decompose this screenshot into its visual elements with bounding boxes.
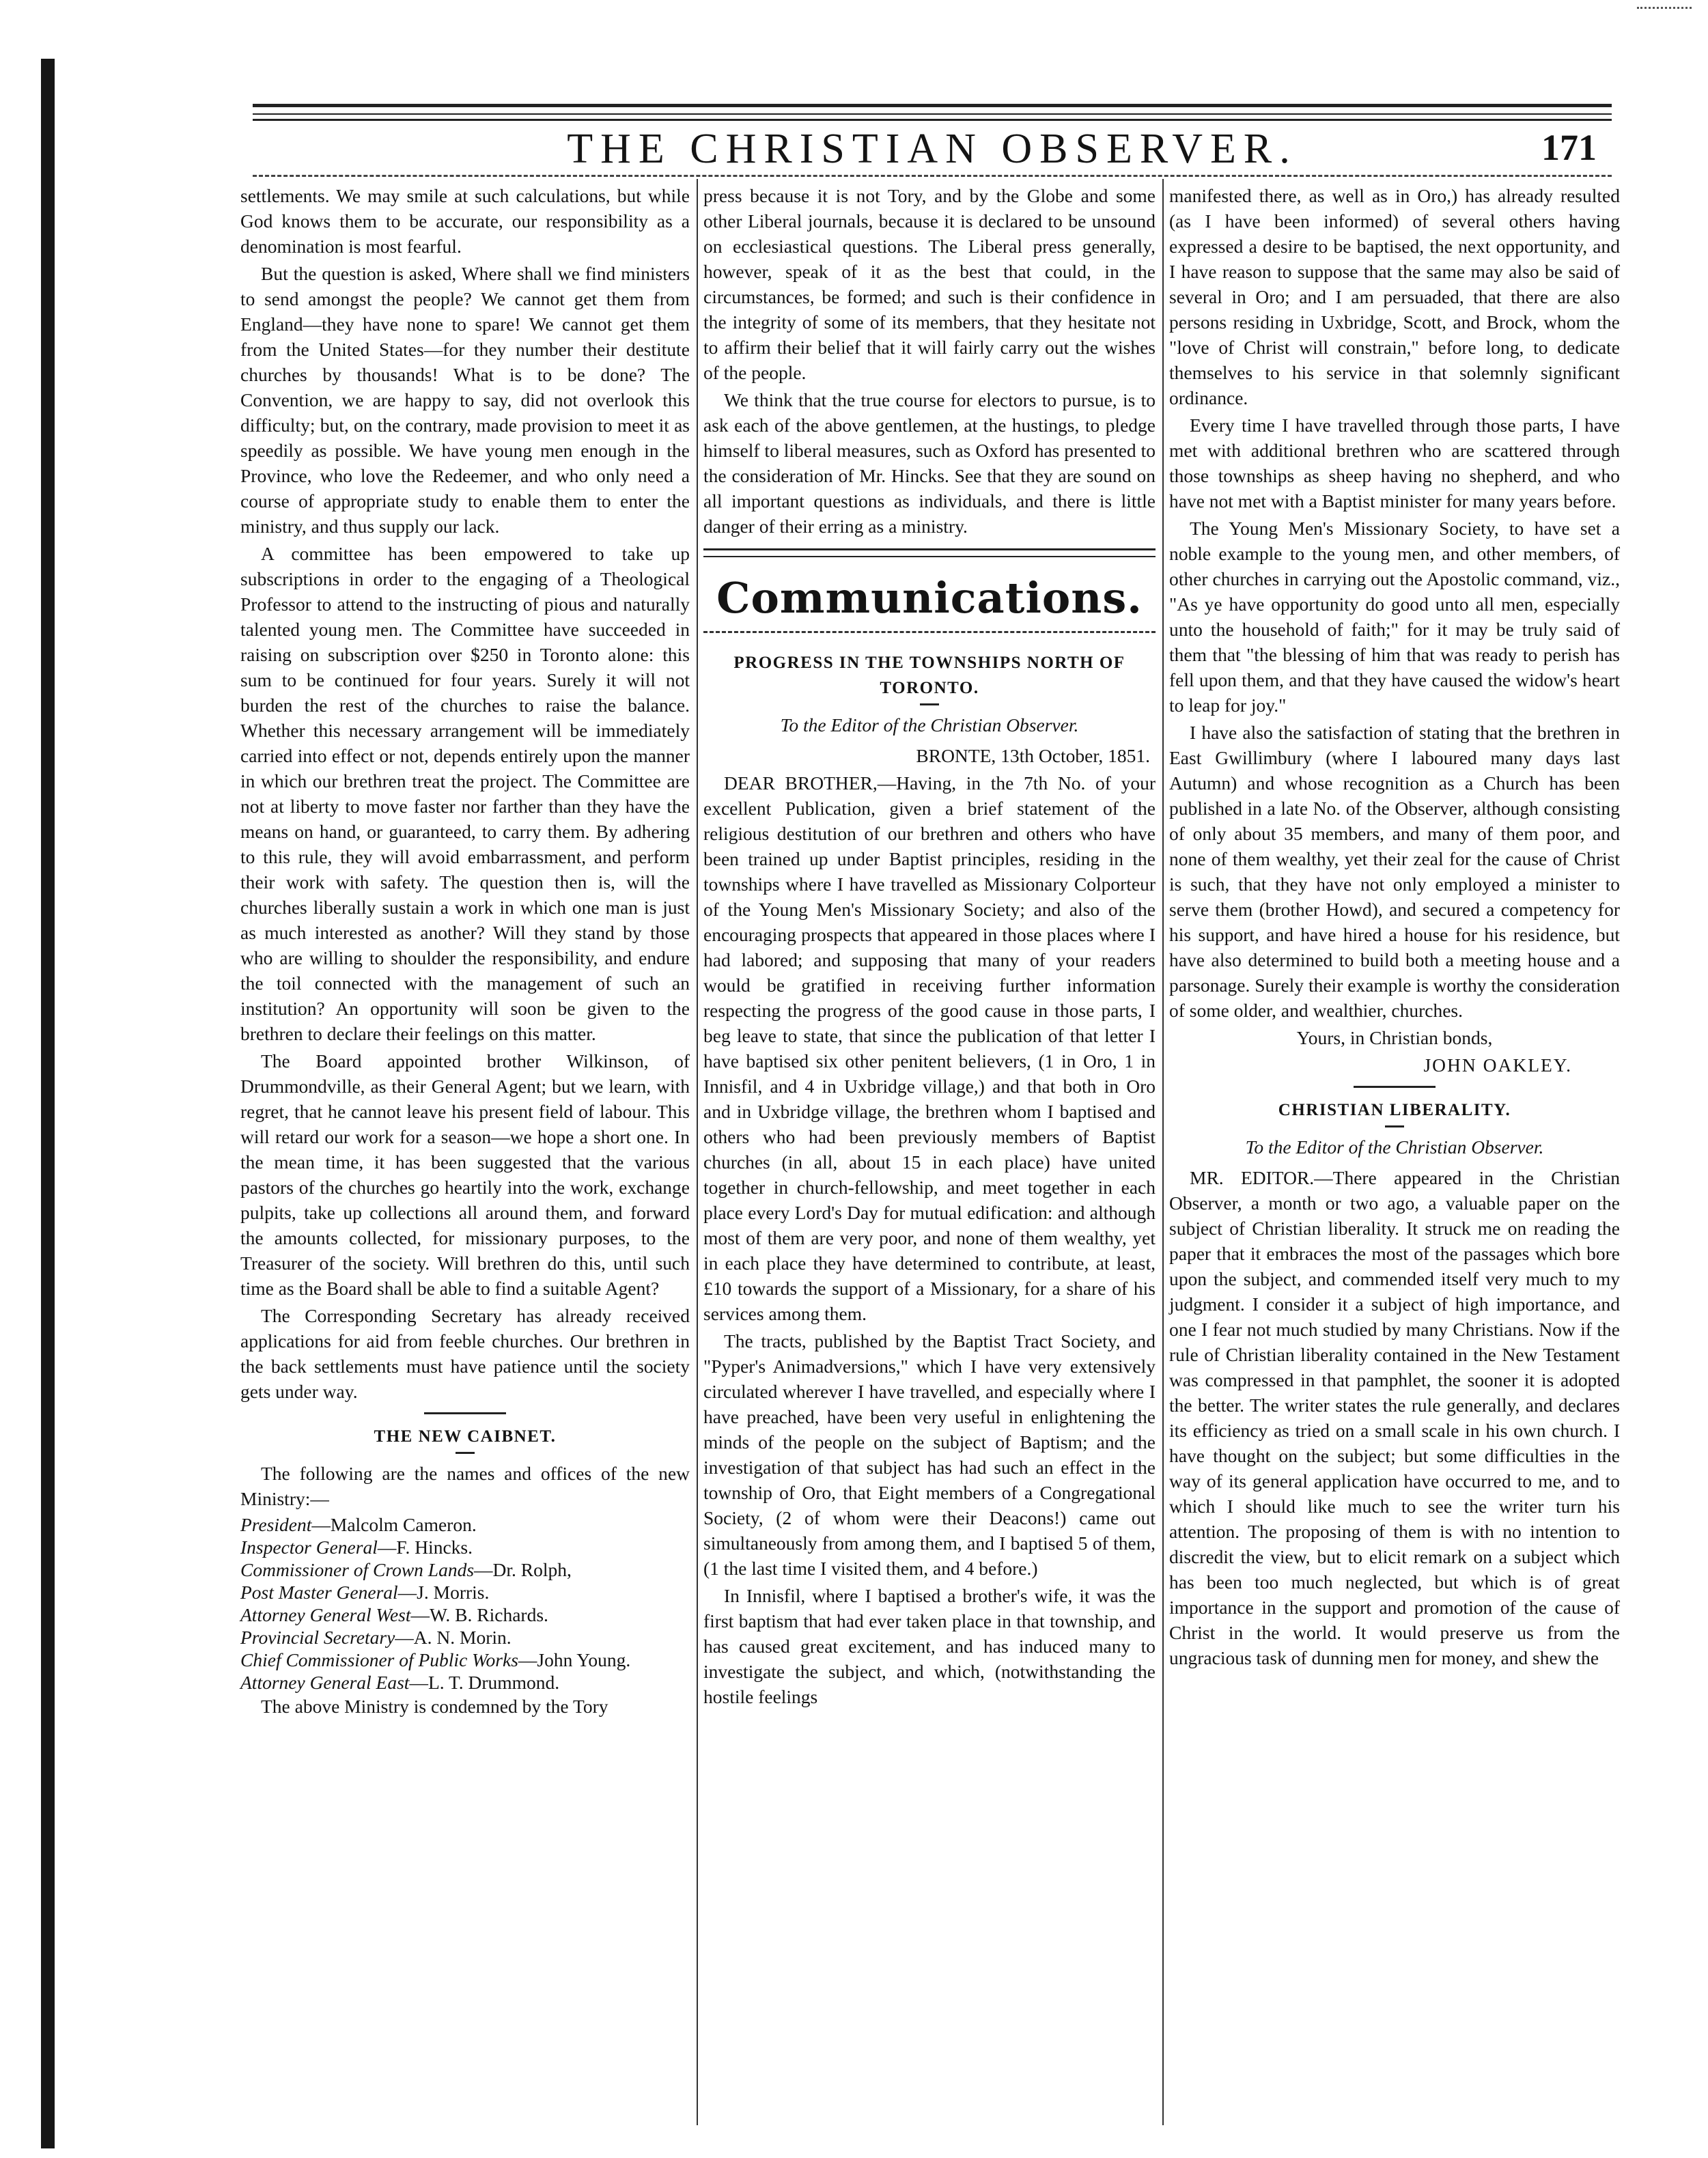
progress-heading: PROGRESS IN THE TOWNSHIPS NORTH OF TORONTO. [733, 654, 1125, 697]
communications-heading: Communications. [716, 573, 1143, 623]
ministry-role: President [240, 1514, 312, 1535]
to-editor-line: To the Editor of the Christian Observer. [780, 714, 1079, 735]
paragraph: Every time I have travelled through those parts, I have met with additional brethren who are scattered through those townships as sheep having no shepherd, and who have not met with a Baptist minister for many years before. [1169, 415, 1620, 512]
section-double-rule [703, 548, 1156, 557]
ministry-role: Commissioner of Crown Lands [240, 1559, 475, 1580]
ministry-entry [240, 1649, 690, 1671]
column-2 [703, 183, 1156, 1711]
ministry-list [240, 1513, 690, 1694]
page-number: 171 [1541, 127, 1597, 168]
signature: JOHN OAKLEY. [1423, 1054, 1572, 1076]
paragraph: In Innisfil, where I baptised a brother's wife, it was the first baptism that had ever taken place in that township, and has caused great excitement, and has induced many to investigate the subject, and which, (notwithstanding the hostile feelings [703, 1585, 1156, 1707]
ministry-name: —J. Morris. [397, 1582, 490, 1603]
ministry-role: Post Master General [240, 1582, 398, 1603]
newspaper-title: THE CHRISTIAN OBSERVER. [567, 126, 1298, 172]
paragraph: settlements. We may smile at such calculations, but while God knows them to be accurate, our responsibility as a denomination is most fearful. [240, 185, 690, 257]
paragraph: A committee has been empowered to take up subscriptions in order to the engaging of a Theological Professor to attend to the instructing of pious and naturally talented young men. The Committee have succeeded in raising on subscription over $250 in Toronto alone: this sum to be continued for four years. Surely it will not burden the rest of the churches to raise the balance. Whether this necessary arrangement will be immediately carried into effect or not, depends entirely upon the manner in which our brethren treat the project. The Committee are not at liberty to move faster nor farther than they have the means on hand, or guaranteed, to carry them. By adhering to this rule, they will avoid embarrassment, and perform their work with safety. The question then is, will the churches liberally sustain a work in which one man is just as much interested as another? Will they stand by those who are willing to shoulder the responsibility, and endure the toil connected with the management of such an institution? An opportunity will soon be given to the brethren to declare their feelings on this matter. [240, 543, 690, 1044]
paragraph: The Corresponding Secretary has already received applications for aid from feeble churches. Our brethren in the back settlements must have patience until the society gets under way. [240, 1305, 690, 1402]
ministry-role: Inspector General [240, 1537, 378, 1558]
ministry-name: —F. Hincks. [377, 1537, 473, 1558]
paragraph: manifested there, as well as in Oro,) has already resulted (as I have been informed) of several others having expressed a desire to be baptised, the next opportunity, and I have reason to suppose that the same may also be said of several in Oro; and I am persuaded, that there are also persons residing in Uxbridge, Scott, and Brock, whom the "love of Christ will constrain," before long, to dedicate themselves to his service in that solemnly significant ordinance. [1169, 185, 1620, 408]
dateline: BRONTE, 13th October, 1851. [916, 745, 1150, 766]
heading-dash [920, 703, 939, 705]
ministry-role: Attorney General East [240, 1672, 410, 1693]
page-spine-shadow [41, 59, 55, 2148]
column-3 [1169, 183, 1620, 1672]
ministry-entry [240, 1626, 690, 1649]
ministry-entry [240, 1513, 690, 1536]
liberality-heading: CHRISTIAN LIBERALITY. [1278, 1101, 1511, 1119]
corner-mark [1637, 7, 1692, 16]
paragraph: press because it is not Tory, and by the Globe and some other Liberal journals, because it is declared to be unsound on ecclesiastical questions. The Liberal press generally, however, speak of it as the best that could, in the circumstances, be formed; and such is their confidence in the integrity of some of its members, that they hesitate not to affirm their belief that it will fairly carry out the wishes of the people. [703, 185, 1156, 383]
heading-dash [1385, 1125, 1404, 1127]
masthead-rule-thick [253, 104, 1612, 107]
paragraph: The tracts, published by the Baptist Tract Society, and "Pyper's Animadversions," which I have very extensively circulated wherever I have travelled, and especially where I have preached, have been very useful in enlightening the minds of the people on the subject of Baptism; and the investigation of that subject has had such an effect in the township of Oro, that Eight members of a Congregational Society, (2 of whom were their Deacons!) came out simultaneously from among them, and I baptised 5 of them, (1 the last time I visited them, and 4 before.) [703, 1330, 1156, 1579]
ministry-name: —L. T. Drummond. [409, 1672, 560, 1693]
paragraph: The Young Men's Missionary Society, to have set a noble example to the young men, and other members, of other churches in carrying out the Apostolic command, viz., "As ye have opportunity do good unto all men, especially unto the household of faith;" for it may be truly said of them that "the blessing of him that was ready to perish has fell upon them, and that they have caused the widow's heart to leap for joy." [1169, 518, 1620, 716]
to-editor-line: To the Editor of the Christian Observer. [1245, 1136, 1544, 1158]
ministry-name: —John Young. [518, 1649, 631, 1670]
ministry-name: —W. B. Richards. [410, 1604, 548, 1625]
paragraph: MR. EDITOR.—There appeared in the Christian Observer, a month or two ago, a valuable paper on the subject of Christian liberality. It struck me on reading the paper that it embraces the most of the passages which bore upon the subject, and commended itself very much to my judgment. I consider it a subject of high importance, and one I fear not much studied by many Christians. Now if the rule of Christian liberality contained in the New Testament was compressed in that pamphlet, the sooner it is adopted the better. The writer states the rule generally, and declares its efficiency as tried on a small scale in his own church. I have thought on the subject; but some difficulties in the way of its general application have occurred to me, and to which I should like much to see the writer turn his attention. The proposing of them is with no intention to discredit the view, but to elicit remark on a subject which has been too much neglected, but which is of great importance in the support and promotion of the cause of Christ in the world. It would preserve us from the ungracious task of dunning men for money, and shew the [1169, 1167, 1620, 1668]
ministry-entry [240, 1558, 690, 1581]
ministry-entry [240, 1603, 690, 1626]
ministry-name: —A. N. Morin. [395, 1627, 512, 1648]
column-divider-1 [697, 179, 698, 2125]
ministry-entry [240, 1536, 690, 1558]
ministry-entry [240, 1671, 690, 1694]
ministry-name: —Dr. Rolph, [474, 1559, 572, 1580]
column-1 [240, 183, 690, 1721]
paragraph: DEAR BROTHER,—Having, in the 7th No. of your excellent Publication, given a brief statement of the religious destitution of our brethren and others who have been trained up under Baptist principles, residing in the townships where I have travelled as Missionary Colporteur of the Young Men's Missionary Society; and also of the encouraging prospects that appeared in those places where I had labored; and supposing that many of your readers would be gratified in receiving further information respecting the progress of the good cause in those parts, I beg leave to state, that since the publication of that letter I have baptised six other penitent believers, (1 in Oro, 1 in Innisfil, and 4 in Uxbridge village,) and that both in Oro and in Uxbridge village, the brethren whom I baptised and others who had been previously members of Baptist churches (in all, about 15 in each place) have united together in church-fellowship, and meet together in each place every Lord's Day for mutual edification: and although most of them are very poor, and none of them wealthy, yet in each place they have determined to contribute, at least, £10 towards the support of a Missionary, for a share of his services among them. [703, 772, 1156, 1324]
masthead-rule-thin [253, 113, 1612, 115]
masthead-rule-bottom [253, 119, 1612, 121]
ministry-role: Attorney General West [240, 1604, 411, 1625]
ministry-name: —Malcolm Cameron. [311, 1514, 477, 1535]
paragraph: I have also the satisfaction of stating that the brethren in East Gwillimbury (where I laboured many days last Autumn) and whose recognition as a Church has been published in a late No. of the Observer, although consisting of only about 35 members, and many of them poor, and none of them wealthy, yet their zeal for the cause of Christ is such, that they have not only employed a minister to serve them (brother Howd), and secured a competency for his support, and have hired a house for his residence, but have also determined to build both a meeting house and a parsonage. Surely their example is worthy the consideration of some older, and wealthier, churches. [1169, 722, 1620, 1021]
section-rule [424, 1412, 506, 1414]
ministry-role: Chief Commissioner of Public Works [240, 1649, 518, 1670]
paragraph: But the question is asked, Where shall we find ministers to send amongst the people? We cannot get them from England—they have none to spare! We cannot get them from the United States—for they number their destitute churches by thousands! What is to be done? The Convention, we are happy to say, did not overlook this difficulty; but, on the contrary, made provision to meet it as speedily as possible. We have young men enough in the Province, who love the Redeemer, and who only need a course of appropriate study to enable them to enter the ministry, and thus supply our lack. [240, 263, 690, 537]
column-divider-2 [1162, 179, 1164, 2125]
masthead-ornament-rule [253, 175, 1612, 181]
paragraph: The above Ministry is condemned by the Tory [261, 1696, 608, 1717]
ministry-entry [240, 1581, 690, 1603]
masthead [253, 122, 1612, 176]
cabinet-heading: THE NEW CAIBNET. [374, 1427, 557, 1446]
ornament-rule [703, 631, 1156, 635]
heading-dash [456, 1452, 475, 1454]
paragraph: We think that the true course for electors to pursue, is to ask each of the above gentlemen, at the hustings, to pledge himself to liberal measures, such as Oxford has presented to the consideration of Mr. Hincks. See that they are sound on all important questions as individuals, and there is little danger of their erring as a ministry. [703, 389, 1156, 537]
signoff: Yours, in Christian bonds, [1296, 1027, 1493, 1048]
paragraph: The Board appointed brother Wilkinson, of Drummondville, as their General Agent; but we learn, with regret, that he cannot leave his present field of labour. This will retard our work for a season—we hope a short one. In the mean time, it has been suggested that the various pastors of the churches go heartily into the work, exchange pulpits, take up collections all around them, and forward the amounts collected, for missionary purposes, to the Treasurer of the society. Will brethren do this, until such time as the Board shall be able to find a suitable Agent? [240, 1050, 690, 1299]
ministry-role: Provincial Secretary [240, 1627, 395, 1648]
section-rule [1354, 1086, 1436, 1088]
paragraph: The following are the names and offices of the new Ministry:— [240, 1463, 690, 1509]
